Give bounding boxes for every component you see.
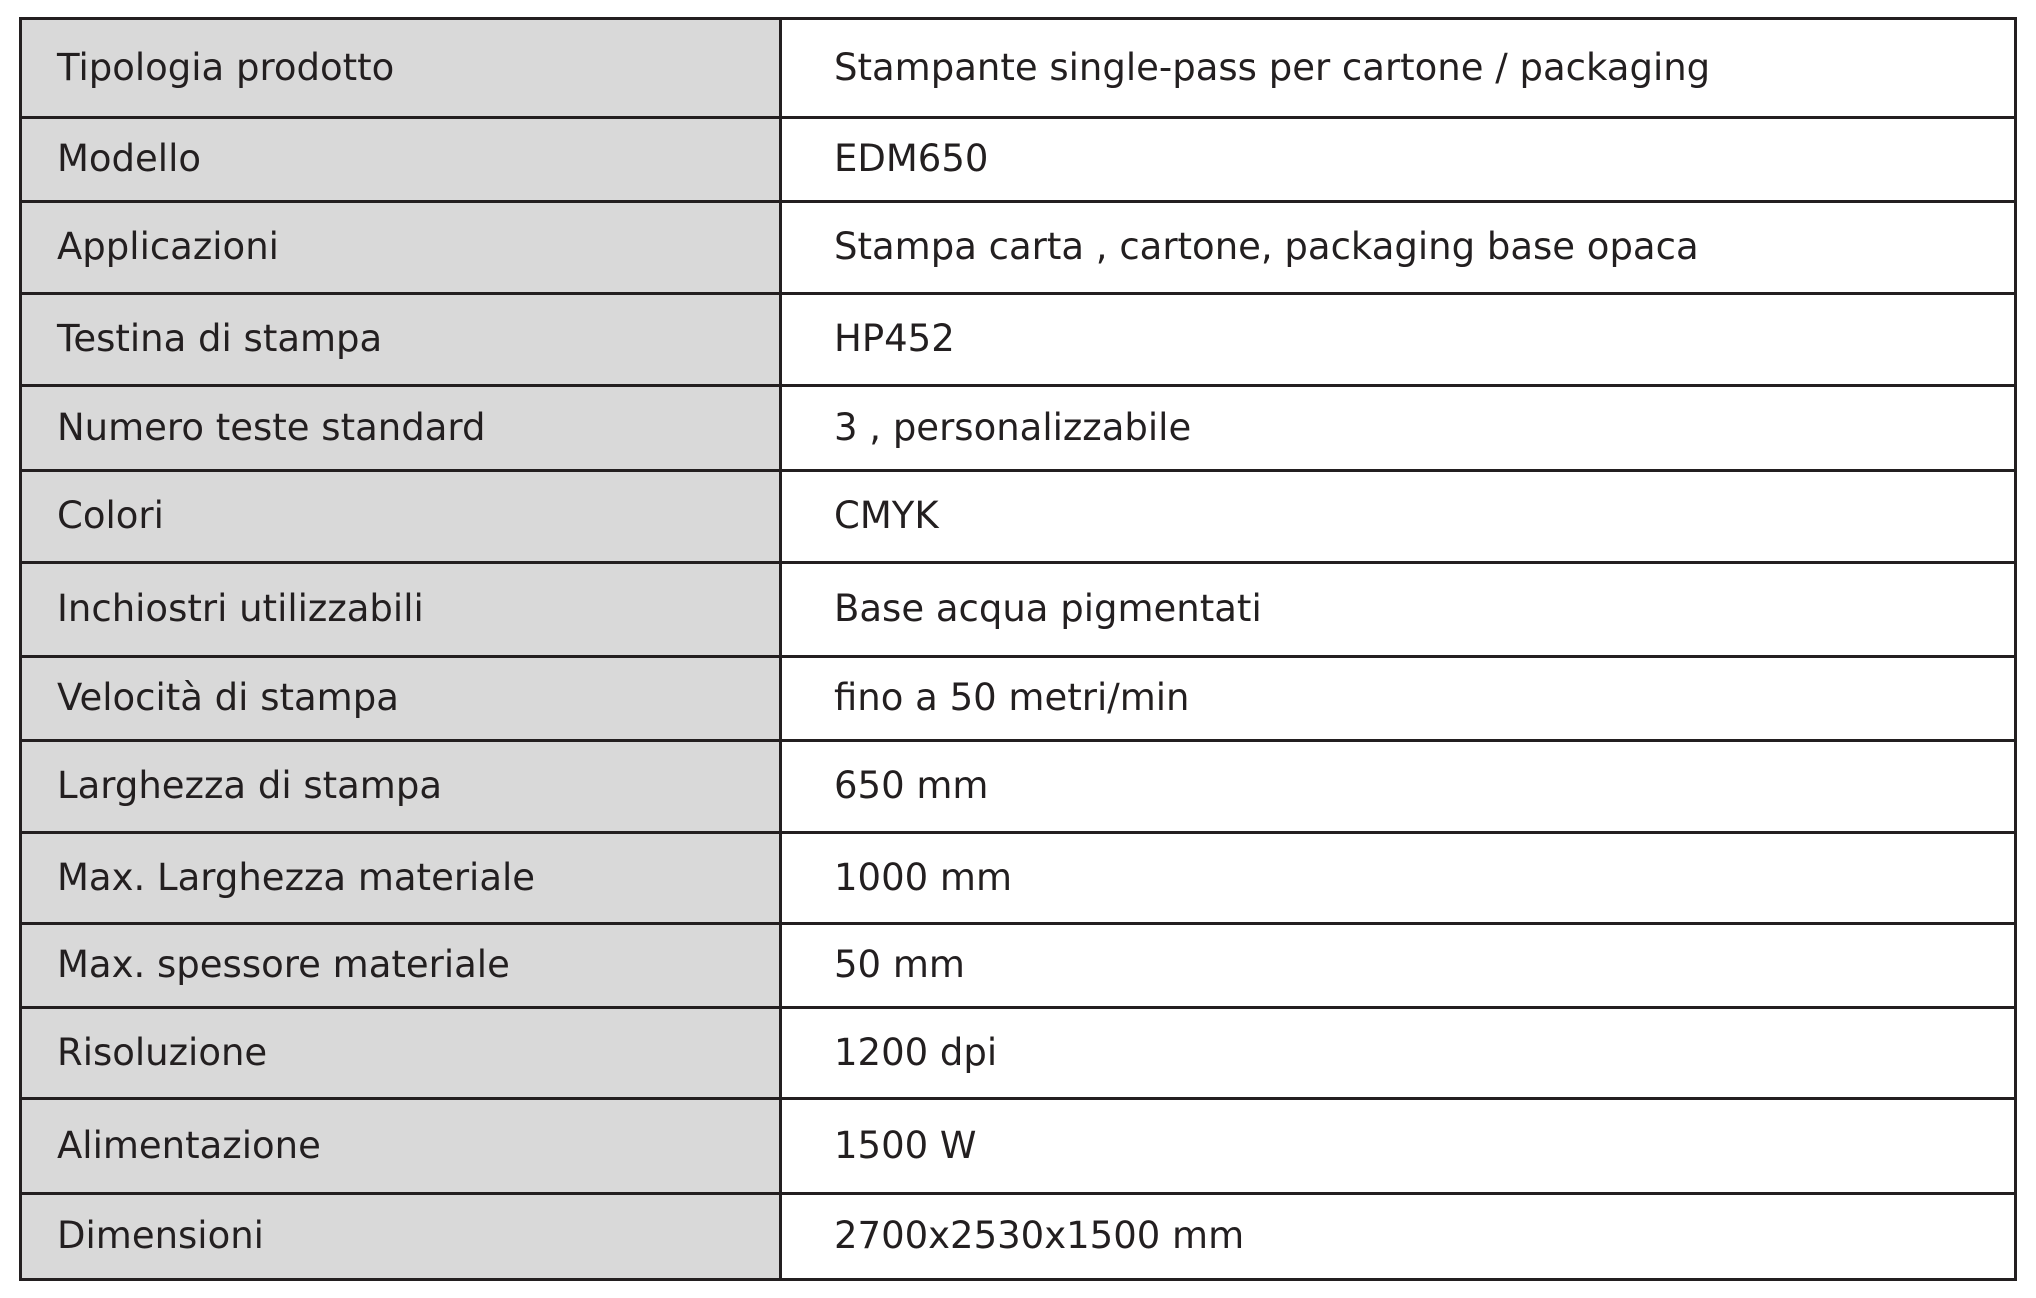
row-value-max-spessore-materiale: 50 mm: [781, 924, 2016, 1008]
row-value-testina-di-stampa: HP452: [781, 294, 2016, 386]
table-row: [21, 294, 2016, 386]
row-label-colori: Colori: [21, 471, 781, 563]
table-row: [21, 386, 2016, 471]
table-row: [21, 471, 2016, 563]
row-label-velocita-di-stampa: Velocità di stampa: [21, 657, 781, 741]
row-value-max-larghezza-materiale: 1000 mm: [781, 833, 2016, 924]
table-row: [21, 924, 2016, 1008]
row-label-max-larghezza-materiale: Max. Larghezza materiale: [21, 833, 781, 924]
row-label-tipologia-prodotto: Tipologia prodotto: [21, 19, 781, 118]
table-row: [21, 118, 2016, 202]
row-value-applicazioni: Stampa carta , cartone, packaging base opaca: [781, 202, 2016, 294]
row-label-risoluzione: Risoluzione: [21, 1008, 781, 1099]
row-value-alimentazione: 1500 W: [781, 1099, 2016, 1194]
table-row: [21, 833, 2016, 924]
row-label-inchiostri-utilizzabili: Inchiostri utilizzabili: [21, 563, 781, 657]
row-value-velocita-di-stampa: fino a 50 metri/min: [781, 657, 2016, 741]
spec-table: [19, 17, 2017, 1281]
row-value-numero-teste-standard: 3 , personalizzabile: [781, 386, 2016, 471]
spec-table-body: [21, 19, 2016, 1280]
row-label-max-spessore-materiale: Max. spessore materiale: [21, 924, 781, 1008]
table-row: [21, 563, 2016, 657]
row-value-larghezza-di-stampa: 650 mm: [781, 741, 2016, 833]
row-label-larghezza-di-stampa: Larghezza di stampa: [21, 741, 781, 833]
row-value-modello: EDM650: [781, 118, 2016, 202]
row-value-colori: CMYK: [781, 471, 2016, 563]
row-label-modello: Modello: [21, 118, 781, 202]
table-row: [21, 741, 2016, 833]
row-label-numero-teste-standard: Numero teste standard: [21, 386, 781, 471]
row-value-dimensioni: 2700x2530x1500 mm: [781, 1194, 2016, 1280]
table-row: [21, 1099, 2016, 1194]
table-row: [21, 657, 2016, 741]
table-row: [21, 1194, 2016, 1280]
row-value-inchiostri-utilizzabili: Base acqua pigmentati: [781, 563, 2016, 657]
row-label-testina-di-stampa: Testina di stampa: [21, 294, 781, 386]
table-row: [21, 19, 2016, 118]
row-label-dimensioni: Dimensioni: [21, 1194, 781, 1280]
row-value-risoluzione: 1200 dpi: [781, 1008, 2016, 1099]
table-row: [21, 202, 2016, 294]
table-row: [21, 1008, 2016, 1099]
row-label-alimentazione: Alimentazione: [21, 1099, 781, 1194]
row-label-applicazioni: Applicazioni: [21, 202, 781, 294]
row-value-tipologia-prodotto: Stampante single-pass per cartone / packaging: [781, 19, 2016, 118]
